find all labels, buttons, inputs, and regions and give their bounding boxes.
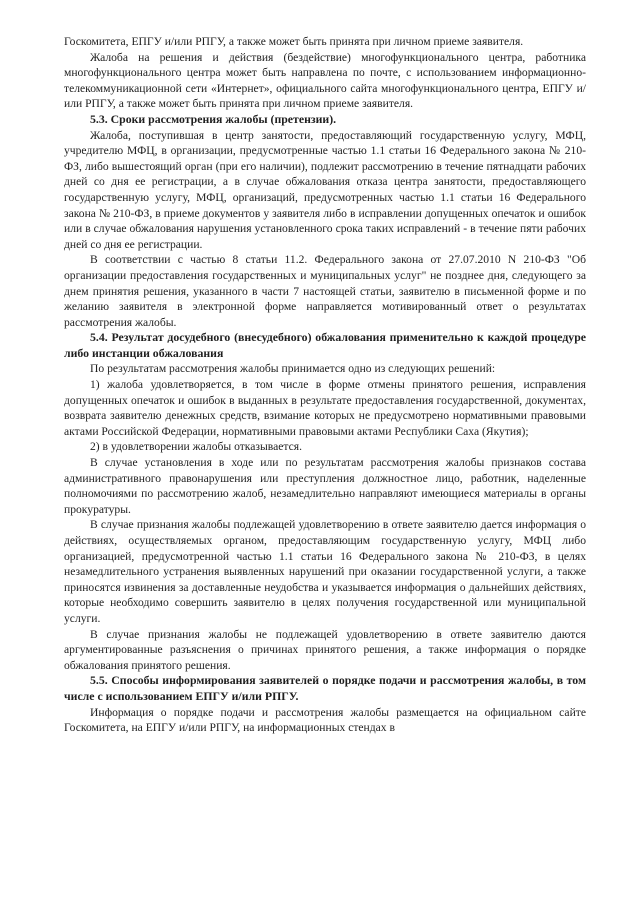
paragraph-violation: В случае установления в ходе или по результатам рассмотрения жалобы признаков состава административного правонарушения или преступления должностное лицо, работник, наделенные полномочиями по рассмотрению жалоб, незамедлительно направляют имеющиеся материалы в органы прокуратуры. (64, 456, 586, 516)
section-heading-5-3: 5.3. Сроки рассмотрения жалобы (претензии). (90, 111, 337, 126)
paragraph-not-satisfied: В случае признания жалобы не подлежащей удовлетворению в ответе заявителю даются аргументированные разъяснения о причинах принятого решения, а также информация о порядке обжалования принятого решения. (64, 627, 586, 672)
section-heading-5-4: 5.4. Результат досудебного (внесудебного) обжалования применительно к каждой процедуре либо инстанции обжалования (64, 330, 586, 360)
paragraph-law-reference: В соответствии с частью 8 статьи 11.2. Федерального закона от 27.07.2010 N 210-ФЗ "Об организации предоставления государственных и муниципальных услуг" не позднее дня, следующего за днем принятия решения, указанного в части 7 настоящей статьи, заявителю в письменной форме и по желанию заявителя в электронной форме направляется мотивированный ответ о результатах рассмотрения жалобы. (64, 253, 586, 329)
paragraph-review-terms: Жалоба, поступившая в центр занятости, предоставляющий государственную услугу, МФЦ, учредителю МФЦ, в организации, предусмотренные частью 1.1 статьи 16 Федерального закона № 210-ФЗ, либо вышестоящий орган (при его наличии), подлежит рассмотрению в течение пятнадцати рабочих дней со дня ее регистрации, а в случае обжалования отказа центра занятости, предоставляющего государственную услугу, МФЦ, организаций, предусмотренных частью 1.1 статьи 16 Федерального закона № 210-ФЗ, в приеме документов у заявителя либо в исправлении допущенных опечаток и ошибок или в случае обжалования нарушения установленного срока таких исправлений - в течение пяти рабочих дней со дня ее регистрации. (64, 128, 586, 251)
paragraph-information: Информация о порядке подачи и рассмотрения жалобы размещается на официальном сайте Госкомитета, на ЕПГУ и/или РПГУ, на информационных стендах в (64, 705, 586, 735)
paragraph-continuation: Госкомитета, ЕПГУ и/или РПГУ, а также может быть принята при личном приеме заявителя. (64, 35, 524, 48)
paragraph-mfc-complaint: Жалоба на решения и действия (бездействие) многофункционального центра, работника многофункционального центра может быть направлена по почте, с использованием информационно-телекоммуникационной сети «Интернет», официального сайта многофункционального центра, ЕПГУ и/или РПГУ, а также может быть принята при личном приеме заявителя. (64, 50, 586, 111)
paragraph-decision-2: 2) в удовлетворении жалобы отказывается. (90, 440, 302, 454)
paragraph-decision-1: 1) жалоба удовлетворяется, в том числе в форме отмены принятого решения, исправления допущенных опечаток и ошибок в выданных в результате предоставления государственной, документах, возврата заявителю денежных средств, взимание которых не предусмотрено нормативными правовыми актами Российской Федерации, нормативными правовыми актами Республики Саха (Якутия); (64, 378, 586, 438)
paragraph-decisions-intro: По результатам рассмотрения жалобы принимается одно из следующих решений: (90, 362, 496, 376)
paragraph-satisfied: В случае признания жалобы подлежащей удовлетворению в ответе заявителю дается информация о действиях, осуществляемых органом, предоставляющим государственную услугу, МФЦ либо организацией, предусмотренной частью 1.1 статьи 16 Федерального закона № 210-ФЗ, в целях незамедлительного устранения выявленных нарушений при оказании государственной услуги, а также приносятся извинения за доставленные неудобства и указывается информация о дальнейших действиях, которые необходимо совершить заявителю в целях получения государственной или муниципальной услуги. (64, 518, 586, 625)
section-heading-5-5: 5.5. Способы информирования заявителей о порядке подачи и рассмотрения жалобы, в том числе с использованием ЕПГУ и/или РПГУ. (64, 673, 586, 703)
